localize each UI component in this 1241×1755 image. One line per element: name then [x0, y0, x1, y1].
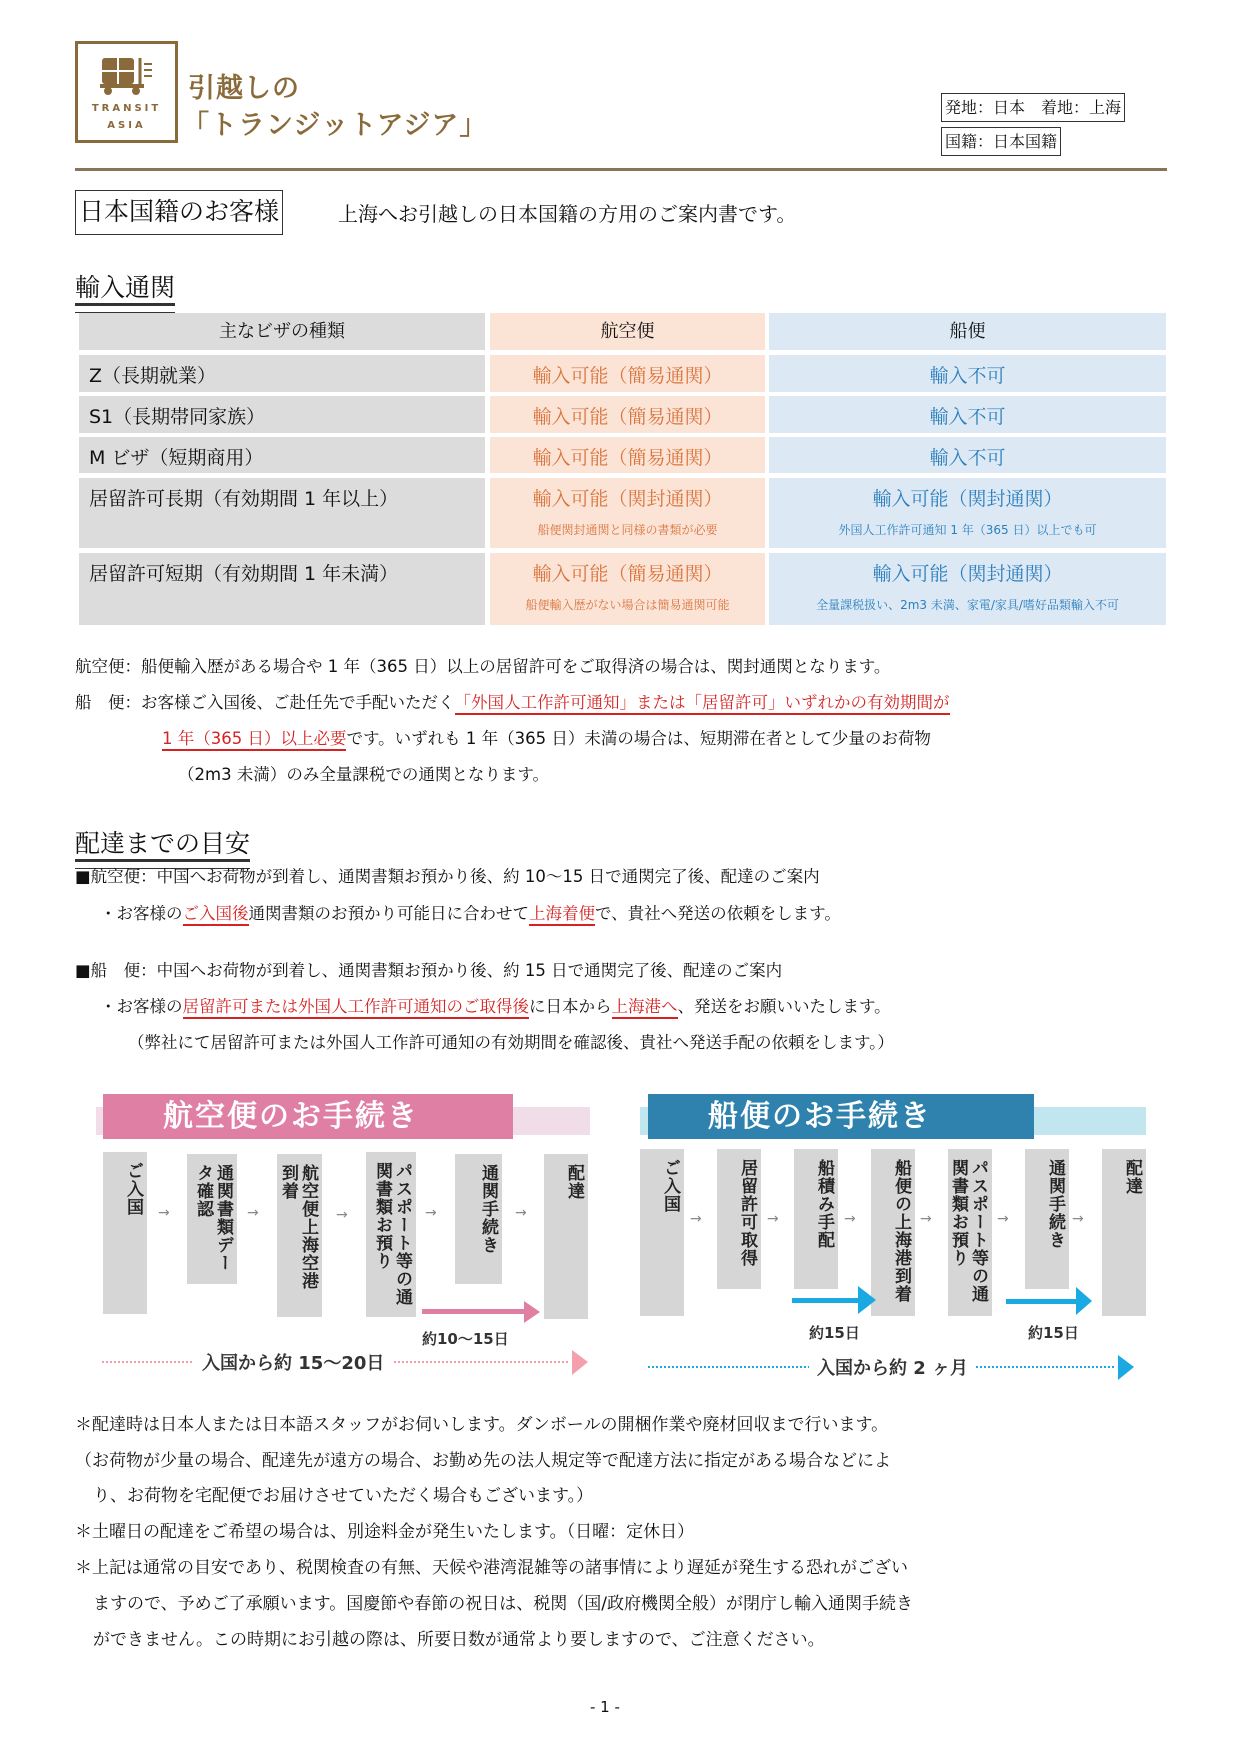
step-entry: ご入国	[103, 1152, 147, 1314]
delivery-estimate-title: 配達までの目安	[75, 824, 250, 862]
sea-procedure-diagram	[628, 1083, 1148, 1383]
sea-status: 輸入不可	[769, 437, 1166, 473]
sea-delivery-line: ■船 便：中国へお荷物が到着し、通関書類お預かり後、約 15 日で通関完了後、配達のご案内	[75, 961, 783, 980]
step-shipping-arrangement: 船積み手配	[794, 1149, 838, 1289]
logo-title-line1: 引越しの	[188, 73, 300, 104]
arrow-icon: →	[1072, 1211, 1084, 1227]
footer-note: ＊上記は通常の目安であり、税関検査の有無、天候や港湾混雑等の諸事情により遅延が発生する恐れがござい	[75, 1558, 908, 1578]
air-cell	[490, 553, 765, 625]
text: 、発送をお願いいたします。	[677, 997, 891, 1016]
air-status: 輸入可能（簡易通関）	[490, 355, 765, 392]
footer-note: ができません。この時期にお引越の際は、所要日数が通常より要しますので、ご注意ください。	[93, 1630, 825, 1650]
step-customs-clearance: 通関手続き	[455, 1154, 502, 1284]
step-port-arrival: 船便の上海港到着	[871, 1149, 915, 1316]
duration-arrow-icon	[422, 1301, 542, 1325]
sea-delivery-sub	[100, 996, 891, 1018]
duration-arrow-icon	[792, 1286, 876, 1314]
arrow-icon: →	[767, 1211, 779, 1227]
table-row	[79, 437, 1166, 473]
sea-procedure-title: 船便のお手続き	[648, 1094, 1034, 1139]
footer-note: （お荷物が少量の場合、配達先が遠方の場合、お勤め先の法人規定等で配達方法に指定がある場合などによ	[75, 1451, 891, 1471]
table-row	[79, 553, 1166, 625]
air-status: 輸入可能（関封通関）	[532, 488, 723, 510]
highlight-shanghai-flight: 上海着便	[529, 904, 595, 926]
sea-cell	[769, 553, 1166, 625]
air-note: 船便関封通関と同様の書類が必要	[537, 523, 718, 537]
logo-title-line2: 「トランジットアジア」	[182, 110, 488, 141]
arrow-icon: →	[158, 1205, 170, 1221]
visa-type: 居留許可短期（有効期間 1 年未満）	[79, 553, 485, 625]
highlight-after-entry: ご入国後	[183, 904, 249, 926]
step-passport-documents: パスポート等の通関書類お預り	[366, 1152, 416, 1317]
sea-status: 輸入不可	[769, 396, 1166, 433]
header-divider	[75, 168, 1167, 171]
arrow-icon: →	[515, 1205, 527, 1221]
air-status: 輸入可能（簡易通関）	[532, 563, 723, 585]
sea-customs-note-line1	[75, 692, 950, 714]
arrow-icon: →	[690, 1211, 702, 1227]
logo-text-transit: TRANSIT	[91, 103, 162, 114]
air-status: 輸入可能（簡易通関）	[490, 396, 765, 433]
sea-note-prefix: 船 便：お客様ご入国後、ご赴任先で手配いただく	[75, 693, 455, 712]
text: 通関書類のお預かり可能日に合わせて	[248, 904, 529, 923]
text: ・お客様の	[100, 904, 183, 923]
sea-note: 全量課税扱い、2m3 未満、家電/家具/嗜好品類輸入不可	[816, 598, 1119, 612]
sea-total-duration: 入国から約 2 ヶ月	[809, 1354, 976, 1380]
sea-note-highlight-1: 「外国人工作許可通知」または「居留許可」いずれかの有効期間が	[455, 693, 950, 715]
company-logo	[75, 41, 178, 143]
air-cell	[490, 478, 765, 548]
air-total-duration: 入国から約 15～20日	[194, 1349, 392, 1375]
customer-type-label: 日本国籍のお客様	[75, 190, 283, 235]
step-document-check: 通関書類データ確認	[187, 1154, 237, 1284]
sea-status: 輸入可能（関封通関）	[872, 563, 1063, 585]
sea-delivery-sub2: （弊社にて居留許可または外国人工作許可通知の有効期間を確認後、貴社へ発送手配の依頼をします。）	[128, 1033, 894, 1052]
moving-cart-icon	[100, 56, 158, 96]
sea-customs-note-line3: （2m3 未満）のみ全量課税での通関となります。	[178, 765, 549, 784]
intro-text: 上海へお引越しの日本国籍の方用のご案内書です。	[338, 202, 797, 226]
logo-text-asia: ASIA	[107, 120, 146, 131]
air-procedure-title: 航空便のお手続き	[103, 1094, 513, 1139]
table-row	[79, 355, 1166, 392]
highlight-shanghai-port: 上海港へ	[612, 997, 678, 1019]
step-residence-permit: 居留許可取得	[717, 1149, 761, 1289]
column-header-visa: 主なビザの種類	[79, 313, 485, 350]
air-duration-label: 約10～15日	[422, 1330, 509, 1348]
air-procedure-diagram	[92, 1083, 600, 1383]
footer-note: ＊配達時は日本人または日本語スタッフがお伺いします。ダンボールの開梱作業や廃材回収まで行います。	[75, 1415, 889, 1435]
visa-type: M ビザ（短期商用）	[79, 437, 485, 473]
sea-cell	[769, 478, 1166, 548]
footer-note: ＊土曜日の配達をご希望の場合は、別途料金が発生いたします。（日曜：定休日）	[75, 1522, 695, 1542]
visa-type: 居留許可長期（有効期間 1 年以上）	[79, 478, 485, 548]
step-passport-documents: パスポート等の通関書類お預り	[948, 1149, 992, 1316]
column-header-air: 航空便	[490, 313, 765, 350]
sea-note: 外国人工作許可通知 1 年（365 日）以上でも可	[838, 523, 1097, 537]
table-header-row	[79, 313, 1166, 350]
visa-type: S1（長期帯同家族）	[79, 396, 485, 433]
sea-status: 輸入可能（関封通関）	[872, 488, 1063, 510]
sea-note-rest: です。いずれも 1 年（365 日）未満の場合は、短期滞在者として少量のお荷物	[346, 729, 931, 748]
footer-note: り、お荷物を宅配便でお届けさせていただく場合もございます。）	[93, 1486, 594, 1506]
sea-customs-note-line2	[162, 728, 931, 750]
origin-destination-tag: 発地：日本 着地：上海	[941, 93, 1125, 122]
step-delivery: 配達	[544, 1154, 588, 1319]
text: に日本から	[529, 997, 612, 1016]
table-row	[79, 478, 1166, 548]
column-header-sea: 船便	[769, 313, 1166, 350]
arrow-icon: →	[920, 1211, 932, 1227]
nationality-tag: 国籍：日本国籍	[941, 127, 1061, 156]
arrow-icon: →	[425, 1205, 437, 1221]
sea-duration-label-2: 約15日	[1028, 1324, 1079, 1342]
footer-note: ますので、予めご了承願います。国慶節や春節の祝日は、税関（国/政府機関全般）が閉庁し輸入通関手続き	[93, 1594, 914, 1614]
step-airport-arrival: 航空便上海空港到着	[277, 1154, 322, 1317]
air-status: 輸入可能（簡易通関）	[490, 437, 765, 473]
sea-status: 輸入不可	[769, 355, 1166, 392]
table-row	[79, 396, 1166, 433]
step-delivery: 配達	[1102, 1149, 1146, 1316]
arrow-icon: →	[336, 1207, 348, 1223]
import-customs-title: 輸入通関	[75, 268, 175, 306]
air-delivery-sub	[100, 903, 841, 925]
text: で、貴社へ発送の依頼をします。	[595, 904, 841, 923]
arrow-icon: →	[997, 1211, 1009, 1227]
air-delivery-line: ■航空便：中国へお荷物が到着し、通関書類お預かり後、約 10～15 日で通関完了後、配達のご案内	[75, 867, 820, 886]
page-number: - 1 -	[590, 1698, 620, 1716]
text: ・お客様の	[100, 997, 183, 1016]
sea-duration-label-1: 約15日	[809, 1324, 860, 1342]
arrow-icon: →	[247, 1205, 259, 1221]
air-customs-note: 航空便：船便輸入歴がある場合や 1 年（365 日）以上の居留許可をご取得済の場合は、関封通関となります。	[75, 657, 891, 676]
visa-type: Z（長期就業）	[79, 355, 485, 392]
step-entry: ご入国	[640, 1149, 684, 1316]
sea-note-highlight-2: 1 年（365 日）以上必要	[162, 729, 346, 751]
step-customs-clearance: 通関手続き	[1025, 1149, 1069, 1289]
air-note: 船便輸入歴がない場合は簡易通関可能	[525, 598, 730, 612]
highlight-permit: 居留許可または外国人工作許可通知のご取得後	[183, 997, 530, 1019]
duration-arrow-icon	[1006, 1287, 1092, 1315]
arrow-icon: →	[844, 1211, 856, 1227]
